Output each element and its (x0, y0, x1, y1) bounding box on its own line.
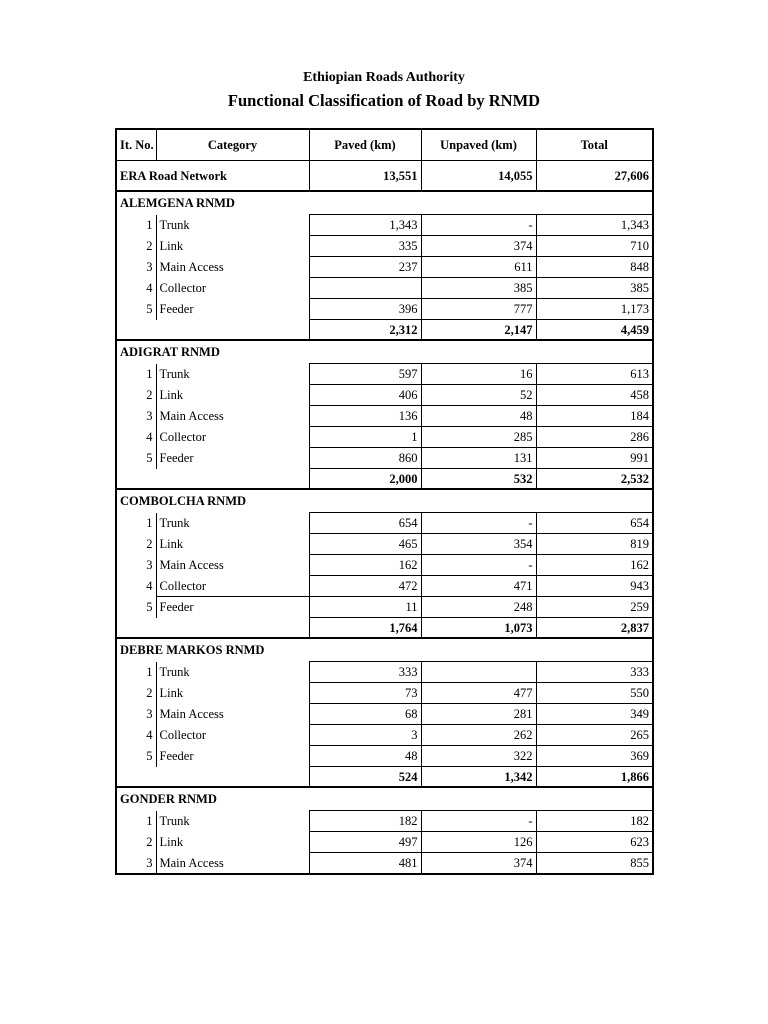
table-row (116, 299, 653, 320)
region-total-row (116, 767, 653, 788)
unpaved-cell: 262 (421, 725, 536, 746)
table-row (116, 725, 653, 746)
unpaved-cell: 374 (421, 853, 536, 875)
paved-cell: 465 (309, 534, 421, 555)
total-cell: 848 (536, 257, 653, 278)
total-cell: 991 (536, 448, 653, 469)
category-cell: Feeder (156, 299, 309, 320)
category-cell: Main Access (156, 704, 309, 725)
region-header-row (116, 340, 653, 364)
total-cell: 333 (536, 662, 653, 683)
item-number: 3 (146, 260, 153, 274)
paved-cell: 136 (309, 406, 421, 427)
unpaved-cell: 374 (421, 236, 536, 257)
unpaved-cell: 611 (421, 257, 536, 278)
category-cell: Main Access (156, 257, 309, 278)
table-row (116, 215, 653, 236)
unpaved-cell: - (421, 811, 536, 832)
network-total-row (116, 161, 653, 192)
item-number: 4 (146, 728, 153, 742)
header-category: Category (156, 129, 309, 161)
region-name: COMBOLCHA RNMD (120, 494, 247, 508)
item-number: 5 (146, 451, 153, 465)
total-cell: 349 (536, 704, 653, 725)
total-cell: 184 (536, 406, 653, 427)
unpaved-cell: - (421, 513, 536, 534)
table-row (116, 364, 653, 385)
item-number: 3 (146, 707, 153, 721)
paved-cell: 182 (309, 811, 421, 832)
total-cell: 385 (536, 278, 653, 299)
paved-cell: 396 (309, 299, 421, 320)
unpaved-cell: 248 (421, 597, 536, 618)
table-row (116, 555, 653, 576)
table-row (116, 278, 653, 299)
unpaved-cell: 322 (421, 746, 536, 767)
paved-cell: 237 (309, 257, 421, 278)
item-number: 5 (146, 600, 153, 614)
total-label-cell (116, 469, 309, 490)
paved-cell: 1,343 (309, 215, 421, 236)
paved-cell: 333 (309, 662, 421, 683)
item-number: 3 (146, 558, 153, 572)
category-cell: Trunk (156, 364, 309, 385)
total-cell: 613 (536, 364, 653, 385)
region-name: GONDER RNMD (120, 792, 217, 806)
item-number: 1 (146, 814, 153, 828)
table-row (116, 448, 653, 469)
region-total-row (116, 320, 653, 341)
region-total-unpaved: 532 (421, 469, 536, 490)
header-unpaved: Unpaved (km) (421, 129, 536, 161)
region-name: DEBRE MARKOS RNMD (120, 643, 265, 657)
total-cell: 654 (536, 513, 653, 534)
category-cell: Trunk (156, 811, 309, 832)
network-paved: 13,551 (309, 161, 421, 192)
total-cell: 162 (536, 555, 653, 576)
table-row (116, 662, 653, 683)
paved-cell: 73 (309, 683, 421, 704)
total-label-cell (116, 320, 309, 341)
unpaved-cell: 285 (421, 427, 536, 448)
region-name: ALEMGENA RNMD (120, 196, 235, 210)
category-cell: Trunk (156, 662, 309, 683)
unpaved-cell: 126 (421, 832, 536, 853)
total-cell: 182 (536, 811, 653, 832)
category-cell: Collector (156, 278, 309, 299)
category-cell: Main Access (156, 853, 309, 875)
region-total-unpaved: 2,147 (421, 320, 536, 341)
table-row (116, 746, 653, 767)
header-paved: Paved (km) (309, 129, 421, 161)
item-number: 4 (146, 430, 153, 444)
header-item-no: It. No. (116, 129, 156, 161)
table-row (116, 534, 653, 555)
total-cell: 855 (536, 853, 653, 875)
item-number: 3 (146, 855, 153, 870)
table-row (116, 427, 653, 448)
table-row (116, 597, 653, 618)
unpaved-cell: 354 (421, 534, 536, 555)
table-row (116, 257, 653, 278)
region-total-row (116, 469, 653, 490)
table-row (116, 576, 653, 597)
total-cell: 710 (536, 236, 653, 257)
region-total-paved: 524 (309, 767, 421, 788)
paved-cell: 654 (309, 513, 421, 534)
region-header-row (116, 489, 653, 513)
item-number: 4 (146, 579, 153, 593)
total-cell: 369 (536, 746, 653, 767)
total-cell: 1,173 (536, 299, 653, 320)
region-total-row (116, 618, 653, 639)
total-cell: 265 (536, 725, 653, 746)
category-cell: Collector (156, 576, 309, 597)
region-total-paved: 1,764 (309, 618, 421, 639)
paved-cell: 406 (309, 385, 421, 406)
unpaved-cell: 471 (421, 576, 536, 597)
item-number: 5 (146, 302, 153, 316)
unpaved-cell: 281 (421, 704, 536, 725)
total-cell: 259 (536, 597, 653, 618)
item-number: 2 (146, 239, 153, 253)
total-cell: 943 (536, 576, 653, 597)
unpaved-cell: 477 (421, 683, 536, 704)
category-cell: Link (156, 832, 309, 853)
paved-cell: 11 (309, 597, 421, 618)
paved-cell: 497 (309, 832, 421, 853)
total-cell: 286 (536, 427, 653, 448)
organization-name: Ethiopian Roads Authority (303, 70, 465, 85)
item-number: 2 (146, 686, 153, 700)
unpaved-cell: - (421, 215, 536, 236)
region-header-row (116, 638, 653, 662)
paved-cell: 3 (309, 725, 421, 746)
network-total: 27,606 (536, 161, 653, 192)
item-number: 2 (146, 537, 153, 551)
paved-cell: 162 (309, 555, 421, 576)
item-number: 1 (146, 665, 153, 679)
category-cell: Collector (156, 427, 309, 448)
unpaved-cell: 48 (421, 406, 536, 427)
unpaved-cell: 777 (421, 299, 536, 320)
total-cell: 550 (536, 683, 653, 704)
region-total-total: 2,532 (536, 469, 653, 490)
item-number: 1 (146, 218, 153, 232)
table-row (116, 704, 653, 725)
category-cell: Feeder (156, 448, 309, 469)
category-cell: Link (156, 683, 309, 704)
region-total-total: 1,866 (536, 767, 653, 788)
item-number: 1 (146, 367, 153, 381)
item-number: 5 (146, 749, 153, 763)
paved-cell: 481 (309, 853, 421, 875)
network-label: ERA Road Network (116, 161, 309, 192)
region-total-unpaved: 1,073 (421, 618, 536, 639)
table-row (116, 832, 653, 853)
region-total-total: 4,459 (536, 320, 653, 341)
region-total-unpaved: 1,342 (421, 767, 536, 788)
network-unpaved: 14,055 (421, 161, 536, 192)
region-total-paved: 2,000 (309, 469, 421, 490)
item-number: 2 (146, 388, 153, 402)
unpaved-cell: - (421, 555, 536, 576)
unpaved-cell: 16 (421, 364, 536, 385)
paved-cell: 335 (309, 236, 421, 257)
table-row (116, 683, 653, 704)
table-row (116, 236, 653, 257)
paved-cell: 68 (309, 704, 421, 725)
table-row (116, 513, 653, 534)
category-cell: Main Access (156, 555, 309, 576)
region-header-row (116, 787, 653, 811)
region-total-paved: 2,312 (309, 320, 421, 341)
total-label-cell (116, 618, 309, 639)
category-cell: Main Access (156, 406, 309, 427)
total-cell: 819 (536, 534, 653, 555)
region-name: ADIGRAT RNMD (120, 345, 220, 359)
table-row (116, 853, 653, 875)
paved-cell (309, 278, 421, 299)
paved-cell: 48 (309, 746, 421, 767)
category-cell: Trunk (156, 215, 309, 236)
unpaved-cell: 131 (421, 448, 536, 469)
total-cell: 1,343 (536, 215, 653, 236)
header-total: Total (536, 129, 653, 161)
unpaved-cell: 385 (421, 278, 536, 299)
item-number: 1 (146, 516, 153, 530)
paved-cell: 860 (309, 448, 421, 469)
paved-cell: 1 (309, 427, 421, 448)
category-cell: Link (156, 534, 309, 555)
table-header-row (116, 129, 653, 161)
item-number: 4 (146, 281, 153, 295)
item-number: 2 (146, 835, 153, 849)
table-row (116, 811, 653, 832)
region-header-row (116, 191, 653, 215)
page-title: Functional Classification of Road by RNMD (227, 91, 541, 110)
unpaved-cell (421, 662, 536, 683)
table-row (116, 385, 653, 406)
road-classification-table (115, 128, 654, 875)
paved-cell: 472 (309, 576, 421, 597)
unpaved-cell: 52 (421, 385, 536, 406)
paved-cell: 597 (309, 364, 421, 385)
category-cell: Link (156, 236, 309, 257)
item-number: 3 (146, 409, 153, 423)
category-cell: Collector (156, 725, 309, 746)
table-row (116, 406, 653, 427)
region-total-total: 2,837 (536, 618, 653, 639)
category-cell: Trunk (156, 513, 309, 534)
total-label-cell (116, 767, 309, 788)
category-cell: Feeder (156, 597, 309, 618)
total-cell: 623 (536, 832, 653, 853)
total-cell: 458 (536, 385, 653, 406)
category-cell: Feeder (156, 746, 309, 767)
category-cell: Link (156, 385, 309, 406)
